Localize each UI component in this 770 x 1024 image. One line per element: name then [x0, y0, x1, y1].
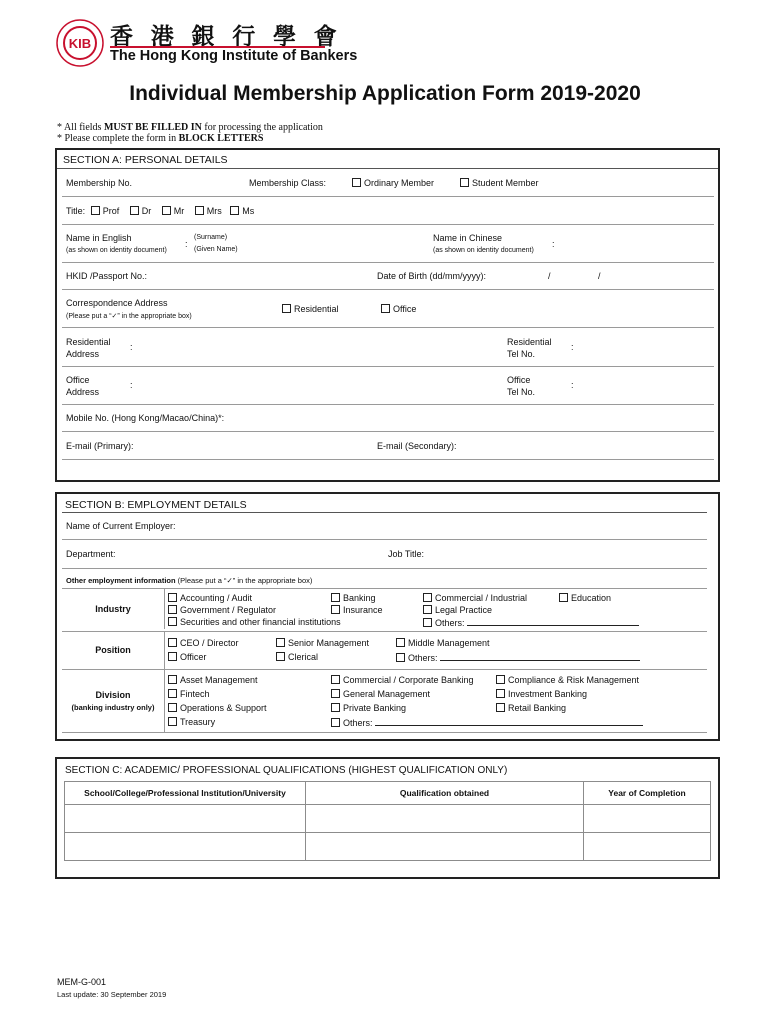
- employer-label: Name of Current Employer:: [66, 521, 176, 531]
- membership-no-label: Membership No.: [66, 178, 133, 188]
- page-title: Individual Membership Application Form 2019-2020: [129, 82, 641, 105]
- office-address-label: Office Address: [66, 375, 100, 397]
- title-mrs-checkbox[interactable]: Mrs: [195, 206, 222, 216]
- div-commercial-checkbox[interactable]: Commercial / Corporate Banking: [331, 675, 474, 685]
- corr-office-checkbox[interactable]: Office: [381, 304, 416, 314]
- pos-ceo-checkbox[interactable]: CEO / Director: [168, 638, 239, 648]
- section-b-title: SECTION B: EMPLOYMENT DETAILS: [65, 499, 247, 511]
- title-dr-checkbox[interactable]: Dr: [130, 206, 152, 216]
- title-ms-checkbox[interactable]: Ms: [230, 206, 254, 216]
- title-mr-checkbox[interactable]: Mr: [162, 206, 185, 216]
- div-treasury-checkbox[interactable]: Treasury: [168, 717, 215, 727]
- div-fintech-checkbox[interactable]: Fintech: [168, 689, 210, 699]
- pos-middle-checkbox[interactable]: Middle Management: [396, 638, 490, 648]
- email-secondary-label: E-mail (Secondary):: [377, 441, 457, 451]
- ind-accounting-checkbox[interactable]: Accounting / Audit: [168, 593, 252, 603]
- membership-class-label: Membership Class:: [249, 178, 327, 188]
- ordinary-member-checkbox[interactable]: Ordinary Member: [352, 178, 434, 188]
- logo-emblem-icon: [55, 18, 105, 68]
- hkib-logo: [55, 18, 105, 68]
- industry-label: Industry: [95, 604, 131, 614]
- div-compliance-checkbox[interactable]: Compliance & Risk Management: [496, 675, 639, 685]
- institution-cell[interactable]: [65, 805, 306, 833]
- qualification-cell[interactable]: [306, 805, 584, 833]
- other-info-label: Other employment information (Please put a “✓” in the appropriate box): [66, 576, 313, 585]
- name-english-note: (as shown on identity document): [66, 247, 167, 254]
- email-primary-label: E-mail (Primary):: [66, 441, 134, 451]
- section-a-title: SECTION A: PERSONAL DETAILS: [63, 154, 228, 166]
- mobile-label: Mobile No. (Hong Kong/Macao/China)*:: [66, 413, 225, 423]
- name-english-label: Name in English: [66, 233, 132, 243]
- year-cell[interactable]: [584, 805, 711, 833]
- hkid-label: HKID /Passport No.:: [66, 271, 148, 281]
- div-private-checkbox[interactable]: Private Banking: [331, 703, 406, 713]
- ind-education-checkbox[interactable]: Education: [559, 593, 611, 603]
- section-c-title: SECTION C: ACADEMIC/ PROFESSIONAL QUALIFICATIONS (HIGHEST QUALIFICATION ONLY): [65, 765, 508, 776]
- column-header: Qualification obtained: [306, 782, 584, 805]
- division-sublabel: (banking industry only): [71, 703, 155, 712]
- ind-government-checkbox[interactable]: Government / Regulator: [168, 605, 276, 615]
- column-header: School/College/Professional Institution/University: [65, 782, 306, 805]
- department-label: Department:: [66, 549, 116, 559]
- svg-text:KIB: KIB: [68, 36, 92, 51]
- given-name-label: (Given Name): [194, 246, 238, 253]
- div-others-checkbox[interactable]: Others:: [331, 717, 643, 728]
- qualification-cell[interactable]: [306, 833, 584, 861]
- div-retail-checkbox[interactable]: Retail Banking: [496, 703, 566, 713]
- correspondence-note: (Please put a “✓” in the appropriate box): [66, 313, 192, 320]
- dob-label: Date of Birth (dd/mm/yyyy):: [377, 271, 487, 281]
- name-chinese-note: (as shown on identity document): [433, 247, 534, 254]
- div-asset-checkbox[interactable]: Asset Management: [168, 675, 258, 685]
- year-cell[interactable]: [584, 833, 711, 861]
- ind-banking-checkbox[interactable]: Banking: [331, 593, 376, 603]
- position-label: Position: [95, 645, 131, 655]
- residential-tel-label: Residential Tel No.: [507, 337, 552, 359]
- div-operations-checkbox[interactable]: Operations & Support: [168, 703, 267, 713]
- institution-cell[interactable]: [65, 833, 306, 861]
- table-row: [65, 833, 711, 861]
- column-header: Year of Completion: [584, 782, 711, 805]
- correspondence-address-label: Correspondence Address: [66, 298, 168, 308]
- div-investment-checkbox[interactable]: Investment Banking: [496, 689, 587, 699]
- div-general-checkbox[interactable]: General Management: [331, 689, 430, 699]
- corr-residential-checkbox[interactable]: Residential: [282, 304, 339, 314]
- ind-insurance-checkbox[interactable]: Insurance: [331, 605, 383, 615]
- last-update: Last update: 30 September 2019: [57, 990, 167, 999]
- ind-securities-checkbox[interactable]: Securities and other financial institutions: [168, 617, 341, 627]
- ind-others-checkbox[interactable]: Others:: [423, 617, 639, 628]
- surname-label: (Surname): [194, 234, 228, 241]
- title-prof-checkbox[interactable]: Prof: [91, 206, 120, 216]
- pos-officer-checkbox[interactable]: Officer: [168, 652, 206, 662]
- office-tel-label: Office Tel No.: [507, 375, 536, 397]
- qualification-table: [64, 781, 711, 861]
- residential-address-label: Residential Address: [66, 337, 111, 359]
- pos-senior-checkbox[interactable]: Senior Management: [276, 638, 369, 648]
- chinese-name: 香 港 銀 行 學 會: [110, 24, 343, 49]
- ind-commercial-checkbox[interactable]: Commercial / Industrial: [423, 593, 527, 603]
- table-header-row: [65, 782, 711, 805]
- name-chinese-label: Name in Chinese: [433, 233, 503, 243]
- job-title-label: Job Title:: [388, 549, 425, 559]
- table-row: [65, 805, 711, 833]
- pos-others-checkbox[interactable]: Others:: [396, 652, 640, 663]
- pos-clerical-checkbox[interactable]: Clerical: [276, 652, 318, 662]
- note-block-letters: * Please complete the form in BLOCK LETTERS: [57, 133, 264, 144]
- division-label: Division: [95, 690, 131, 700]
- form-code: MEM-G-001: [57, 977, 107, 987]
- title-row: Title: Prof Dr Mr Mrs Ms: [66, 206, 255, 216]
- note-required: * All fields MUST BE FILLED IN for processing the application: [57, 122, 323, 133]
- ind-legal-checkbox[interactable]: Legal Practice: [423, 605, 492, 615]
- english-name: The Hong Kong Institute of Bankers: [110, 48, 358, 64]
- student-member-checkbox[interactable]: Student Member: [460, 178, 539, 188]
